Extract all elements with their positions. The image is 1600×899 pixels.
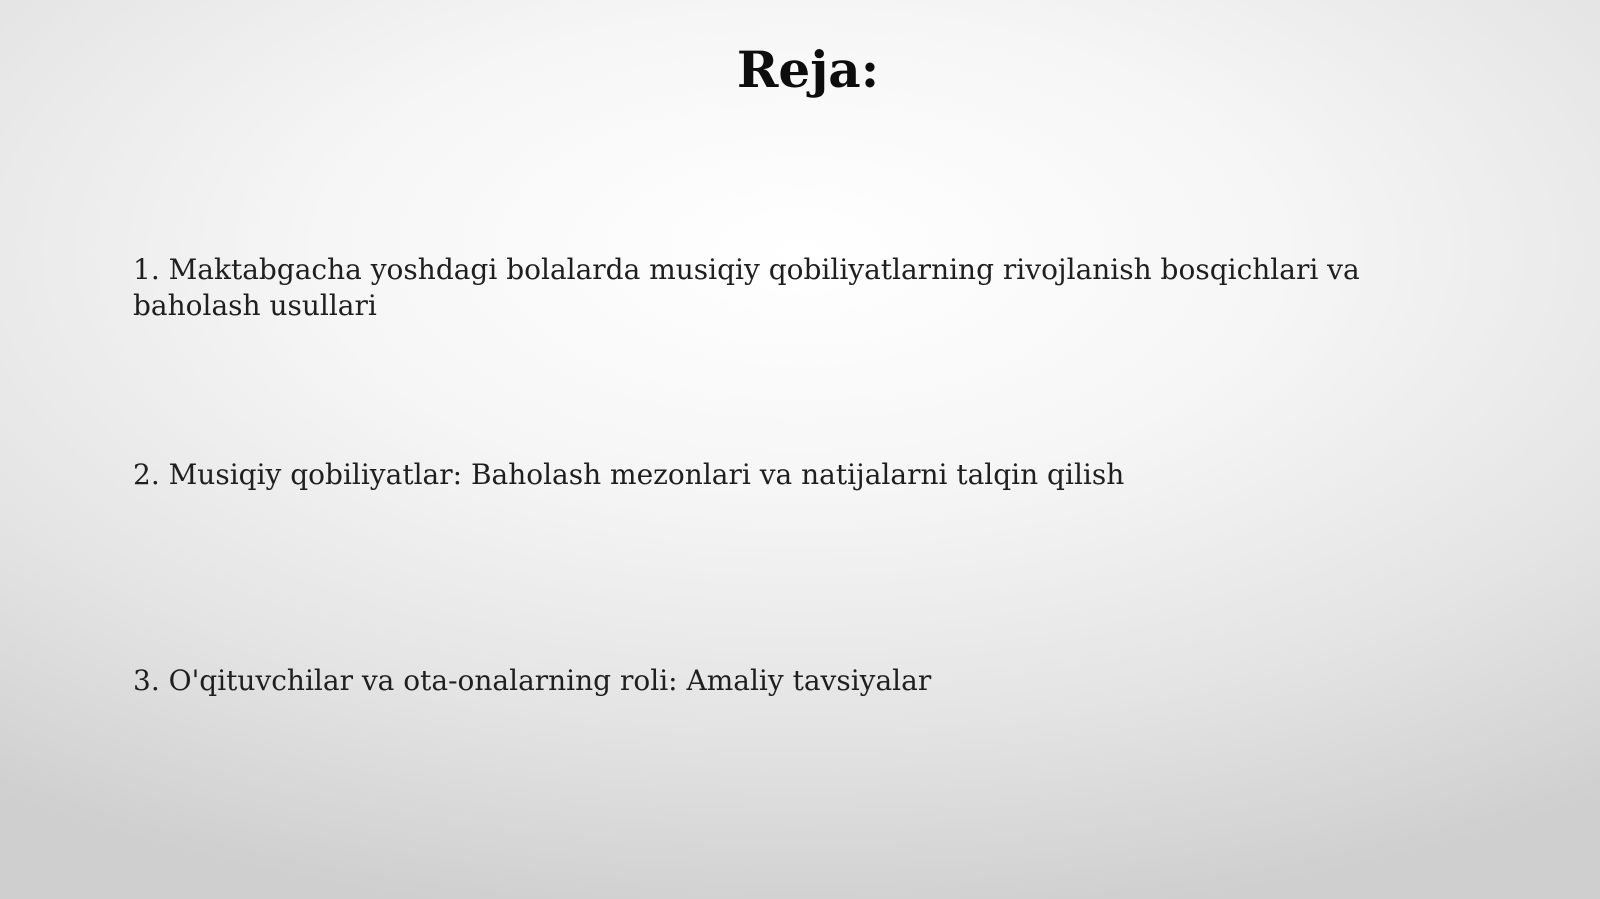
plan-item-2: 2. Musiqiy qobiliyatlar: Baholash mezonlari va natijalarni talqin qilish bbox=[133, 458, 1125, 491]
plan-item-1: 1. Maktabgacha yoshdagi bolalarda musiqiy qobiliyatlarning rivojlanish bosqichlari va baholash usullari bbox=[133, 253, 1360, 322]
slide-title: Reja: bbox=[736, 40, 880, 99]
plan-item-3: 3. O'qituvchilar va ota-onalarning roli: Amaliy tavsiyalar bbox=[133, 664, 932, 697]
